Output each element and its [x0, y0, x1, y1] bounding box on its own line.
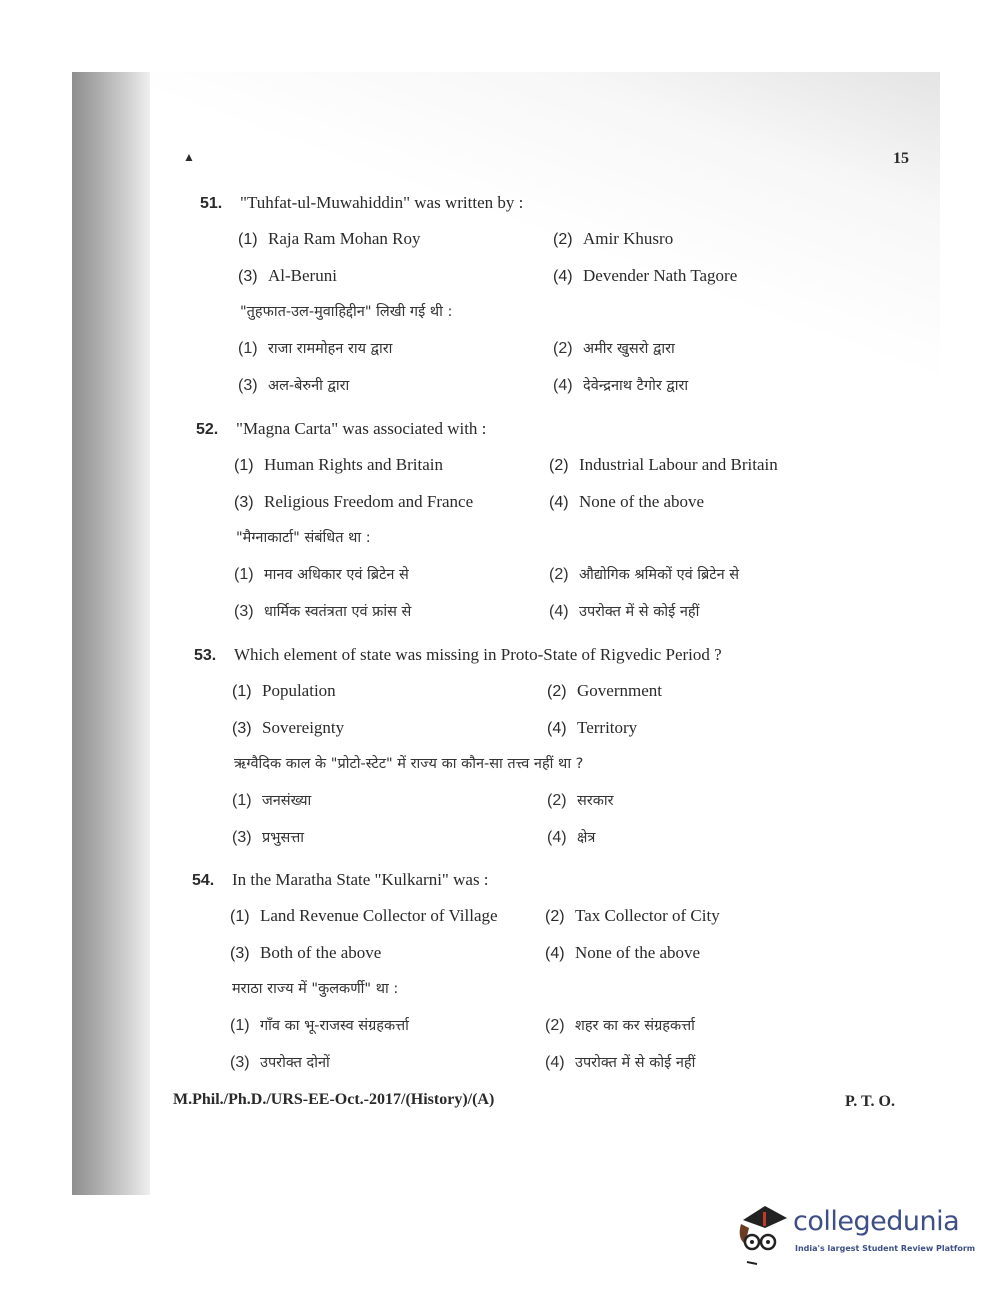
- pto-label: P. T. O.: [845, 1093, 895, 1110]
- option-number: (4): [553, 268, 573, 285]
- option-hi-4: [547, 827, 595, 847]
- page-number: 15: [893, 150, 909, 167]
- question-stem-en: "Magna Carta" was associated with :: [236, 419, 487, 438]
- option-en-4: [545, 943, 700, 963]
- option-text: अमीर खुसरो द्वारा: [583, 341, 675, 357]
- option-number: (1): [232, 792, 252, 809]
- option-number: (2): [547, 792, 567, 809]
- question-number: 52.: [196, 421, 219, 438]
- option-number: (4): [545, 1054, 565, 1071]
- option-text: Amir Khusro: [583, 229, 674, 248]
- option-number: (3): [234, 494, 254, 511]
- option-number: (1): [238, 340, 258, 357]
- option-en-2: [545, 906, 720, 926]
- option-hi-3: [238, 375, 349, 395]
- option-number: (2): [545, 1017, 565, 1034]
- option-text: Raja Ram Mohan Roy: [268, 229, 421, 248]
- question-stem-hi: "तुहफात-उल-मुवाहिद्दीन" लिखी गई थी :: [240, 304, 453, 320]
- option-text: जनसंख्या: [262, 793, 312, 809]
- option-number: (3): [230, 1054, 250, 1071]
- option-number: (3): [232, 720, 252, 737]
- option-number: (1): [230, 1017, 250, 1034]
- option-text: Religious Freedom and France: [264, 492, 474, 511]
- option-number: (3): [234, 603, 254, 620]
- option-text: Government: [577, 681, 662, 700]
- brand-name: collegedunia: [793, 1206, 960, 1237]
- option-text: Tax Collector of City: [575, 906, 720, 925]
- question-stem-en: "Tuhfat-ul-Muwahiddin" was written by :: [240, 193, 524, 212]
- option-text: Devender Nath Tagore: [583, 266, 738, 285]
- option-text: Both of the above: [260, 943, 382, 962]
- option-en-4: [553, 266, 737, 286]
- option-number: (3): [232, 829, 252, 846]
- option-en-3: [234, 492, 473, 512]
- option-text: क्षेत्र: [577, 830, 596, 846]
- option-hi-4: [549, 601, 699, 621]
- option-number: (2): [553, 231, 573, 248]
- option-hi-4: [545, 1052, 695, 1072]
- option-text: Al-Beruni: [268, 266, 337, 285]
- option-text: Territory: [577, 718, 638, 737]
- option-en-2: [547, 681, 662, 701]
- option-hi-3: [230, 1052, 330, 1072]
- option-hi-2: [545, 1015, 695, 1035]
- page-marker: ▲: [183, 150, 195, 164]
- option-number: (1): [230, 908, 250, 925]
- question-stem-hi: "मैग्नाकार्टा" संबंधित था :: [236, 530, 371, 546]
- option-text: Sovereignty: [262, 718, 345, 737]
- option-en-2: [553, 229, 673, 249]
- question-number: 51.: [200, 195, 223, 212]
- collegedunia-watermark: [735, 1198, 976, 1268]
- option-en-2: [549, 455, 778, 475]
- question-number: 54.: [192, 872, 215, 889]
- option-number: (2): [547, 683, 567, 700]
- option-hi-3: [234, 601, 411, 621]
- option-text: देवेन्द्रनाथ टैगोर द्वारा: [583, 378, 689, 394]
- option-en-4: [549, 492, 704, 512]
- question-stem-hi: ऋग्वैदिक काल के "प्रोटो-स्टेट" में राज्य का कौन-सा तत्त्व नहीं था ?: [234, 756, 584, 772]
- option-en-1: [230, 906, 498, 926]
- option-en-4: [547, 718, 637, 738]
- option-number: (2): [549, 566, 569, 583]
- option-number: (4): [545, 945, 565, 962]
- option-number: (4): [549, 603, 569, 620]
- option-hi-1: [230, 1015, 409, 1035]
- option-text: धार्मिक स्वतंत्रता एवं फ्रांस से: [264, 604, 412, 620]
- option-text: None of the above: [575, 943, 701, 962]
- option-number: (2): [545, 908, 565, 925]
- option-text: अल-बेरुनी द्वारा: [268, 378, 350, 394]
- option-text: उपरोक्त में से कोई नहीं: [575, 1055, 696, 1071]
- option-text: सरकार: [577, 793, 614, 809]
- option-number: (4): [547, 720, 567, 737]
- option-number: (4): [549, 494, 569, 511]
- option-number: (1): [232, 683, 252, 700]
- option-number: (3): [230, 945, 250, 962]
- option-text: प्रभुसत्ता: [262, 830, 305, 846]
- option-text: औद्योगिक श्रमिकों एवं ब्रिटेन से: [579, 567, 740, 583]
- option-text: Human Rights and Britain: [264, 455, 443, 474]
- option-text: Population: [262, 681, 336, 700]
- option-number: (2): [549, 457, 569, 474]
- option-number: (3): [238, 268, 258, 285]
- option-text: गाँव का भू-राजस्व संग्रहकर्त्ता: [260, 1018, 409, 1034]
- option-text: राजा राममोहन राय द्वारा: [268, 341, 393, 357]
- scan-shadow-strip: [72, 72, 152, 1195]
- option-text: None of the above: [579, 492, 705, 511]
- question-stem-en: In the Maratha State "Kulkarni" was :: [232, 870, 489, 889]
- option-hi-4: [553, 375, 688, 395]
- option-hi-2: [549, 564, 739, 584]
- option-number: (2): [553, 340, 573, 357]
- option-number: (1): [234, 457, 254, 474]
- option-hi-1: [238, 338, 392, 358]
- option-number: (1): [238, 231, 258, 248]
- option-hi-2: [547, 790, 614, 810]
- option-hi-2: [553, 338, 675, 358]
- option-number: (1): [234, 566, 254, 583]
- brand-tagline: India's largest Student Review Platform: [795, 1244, 976, 1253]
- option-number: (3): [238, 377, 258, 394]
- option-en-3: [232, 718, 344, 738]
- question-stem-hi: मराठा राज्य में "कुलकर्णी" था :: [232, 981, 399, 997]
- option-text: शहर का कर संग्रहकर्त्ता: [575, 1018, 695, 1034]
- option-text: Land Revenue Collector of Village: [260, 906, 498, 925]
- option-hi-1: [232, 790, 311, 810]
- option-en-1: [232, 681, 336, 701]
- option-text: उपरोक्त में से कोई नहीं: [579, 604, 700, 620]
- option-en-3: [238, 266, 337, 286]
- option-text: मानव अधिकार एवं ब्रिटेन से: [264, 567, 409, 583]
- option-text: Industrial Labour and Britain: [579, 455, 778, 474]
- paper-code: M.Phil./Ph.D./URS-EE-Oct.-2017/(History)/(A): [173, 1091, 495, 1108]
- option-text: उपरोक्त दोनों: [260, 1055, 330, 1071]
- question-number: 53.: [194, 647, 217, 664]
- option-hi-1: [234, 564, 409, 584]
- option-en-1: [234, 455, 443, 475]
- option-hi-3: [232, 827, 304, 847]
- question-stem-en: Which element of state was missing in Proto-State of Rigvedic Period ?: [234, 645, 722, 664]
- mascot-icon: [735, 1198, 795, 1268]
- option-number: (4): [547, 829, 567, 846]
- option-number: (4): [553, 377, 573, 394]
- option-en-3: [230, 943, 381, 963]
- option-en-1: [238, 229, 421, 249]
